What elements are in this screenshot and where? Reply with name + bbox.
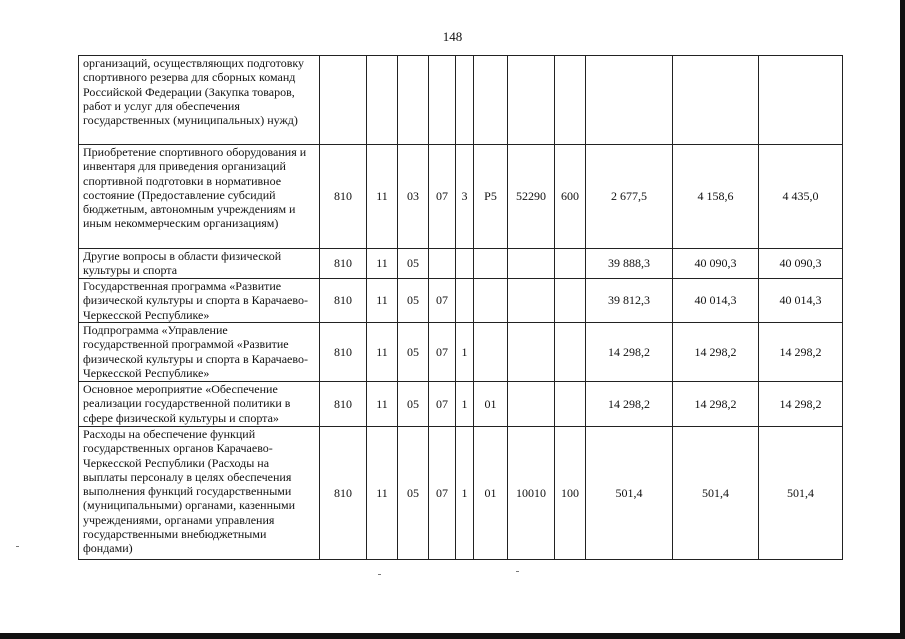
expense-type-cell: 600 [555,145,586,249]
section-code-cell [367,56,398,145]
ministry-code-cell: 810 [320,145,367,249]
table-row [79,382,843,427]
program-code-cell [429,249,456,279]
amount-2023-cell: 501,4 [586,427,673,560]
table-row [79,249,843,279]
activity-code-cell: P5 [474,145,508,249]
amount-2023-cell: 2 677,5 [586,145,673,249]
direction-code-cell [508,249,555,279]
subprogram-code-cell: 1 [456,382,474,427]
section-code-cell: 11 [367,249,398,279]
subprogram-code-cell [456,56,474,145]
direction-code-cell: 10010 [508,427,555,560]
activity-code-cell [474,279,508,323]
row-name-cell: Расходы на обеспечение функций государственных органов Карачаево-Черкесской Республики (Расходы на выплаты персоналу в целях обеспечения выполнения функций государственными (муниципальными) органами, казенными учреждениями, органами управления государственными внебюджетными фондами) [79,427,320,560]
section-code-cell: 11 [367,427,398,560]
amount-2023-cell: 39 812,3 [586,279,673,323]
program-code-cell: 07 [429,323,456,382]
amount-2024-cell: 501,4 [673,427,759,560]
table-row [79,145,843,249]
amount-2025-cell: 40 090,3 [759,249,843,279]
row-name-cell: Приобретение спортивного оборудования и инвентаря для приведения организаций спортивной подготовки в нормативное состояние (Предоставление субсидий бюджетным, автономным учреждениям и иным некоммерческим организациям) [79,145,320,249]
amount-2024-cell [673,56,759,145]
direction-code-cell [508,56,555,145]
activity-code-cell [474,56,508,145]
amount-2023-cell: 14 298,2 [586,323,673,382]
program-code-cell [429,56,456,145]
subprogram-code-cell [456,279,474,323]
amount-2024-cell: 14 298,2 [673,323,759,382]
budget-table [78,55,843,560]
subsection-code-cell: 05 [398,279,429,323]
amount-2025-cell: 4 435,0 [759,145,843,249]
subprogram-code-cell: 3 [456,145,474,249]
amount-2025-cell: 14 298,2 [759,382,843,427]
row-name-cell: Подпрограмма «Управление государственной программой «Развитие физической культуры и спорта в Карачаево-Черкесской Республике» [79,323,320,382]
subsection-code-cell: 03 [398,145,429,249]
program-code-cell: 07 [429,279,456,323]
row-name-cell: организаций, осуществляющих подготовку спортивного резерва для сборных команд Российской Федерации (Закупка товаров, работ и услуг для обеспечения государственных (муниципальных) нужд) [79,56,320,145]
scan-speck [16,546,19,547]
ministry-code-cell: 810 [320,249,367,279]
program-code-cell: 07 [429,145,456,249]
direction-code-cell [508,382,555,427]
amount-2024-cell: 4 158,6 [673,145,759,249]
ministry-code-cell: 810 [320,382,367,427]
row-name-cell: Государственная программа «Развитие физической культуры и спорта в Карачаево-Черкесской Республике» [79,279,320,323]
subprogram-code-cell: 1 [456,323,474,382]
page-number: 148 [442,29,463,44]
amount-2024-cell: 40 090,3 [673,249,759,279]
activity-code-cell: 01 [474,427,508,560]
activity-code-cell: 01 [474,382,508,427]
subsection-code-cell: 05 [398,427,429,560]
scan-speck [516,571,519,572]
amount-2023-cell: 14 298,2 [586,382,673,427]
direction-code-cell [508,323,555,382]
direction-code-cell [508,279,555,323]
section-code-cell: 11 [367,323,398,382]
section-code-cell: 11 [367,382,398,427]
table-row [79,56,843,145]
subsection-code-cell: 05 [398,249,429,279]
direction-code-cell: 52290 [508,145,555,249]
subprogram-code-cell: 1 [456,427,474,560]
table-row [79,427,843,560]
expense-type-cell [555,323,586,382]
amount-2023-cell [586,56,673,145]
amount-2025-cell: 14 298,2 [759,323,843,382]
scan-speck [378,574,381,575]
table-row [79,323,843,382]
ministry-code-cell: 810 [320,323,367,382]
activity-code-cell [474,249,508,279]
ministry-code-cell: 810 [320,427,367,560]
subsection-code-cell: 05 [398,323,429,382]
ministry-code-cell [320,56,367,145]
expense-type-cell [555,279,586,323]
subprogram-code-cell [456,249,474,279]
expense-type-cell [555,382,586,427]
section-code-cell: 11 [367,145,398,249]
row-name-cell: Другие вопросы в области физической культуры и спорта [79,249,320,279]
ministry-code-cell: 810 [320,279,367,323]
scan-edge-bottom [0,633,905,639]
scan-edge-right [900,0,905,639]
table-row [79,279,843,323]
activity-code-cell [474,323,508,382]
row-name-cell: Основное мероприятие «Обеспечение реализации государственной политики в сфере физической культуры и спорта» [79,382,320,427]
expense-type-cell [555,56,586,145]
subsection-code-cell [398,56,429,145]
program-code-cell: 07 [429,382,456,427]
subsection-code-cell: 05 [398,382,429,427]
section-code-cell: 11 [367,279,398,323]
amount-2025-cell: 501,4 [759,427,843,560]
expense-type-cell [555,249,586,279]
amount-2023-cell: 39 888,3 [586,249,673,279]
expense-type-cell: 100 [555,427,586,560]
program-code-cell: 07 [429,427,456,560]
amount-2024-cell: 40 014,3 [673,279,759,323]
amount-2024-cell: 14 298,2 [673,382,759,427]
amount-2025-cell [759,56,843,145]
amount-2025-cell: 40 014,3 [759,279,843,323]
